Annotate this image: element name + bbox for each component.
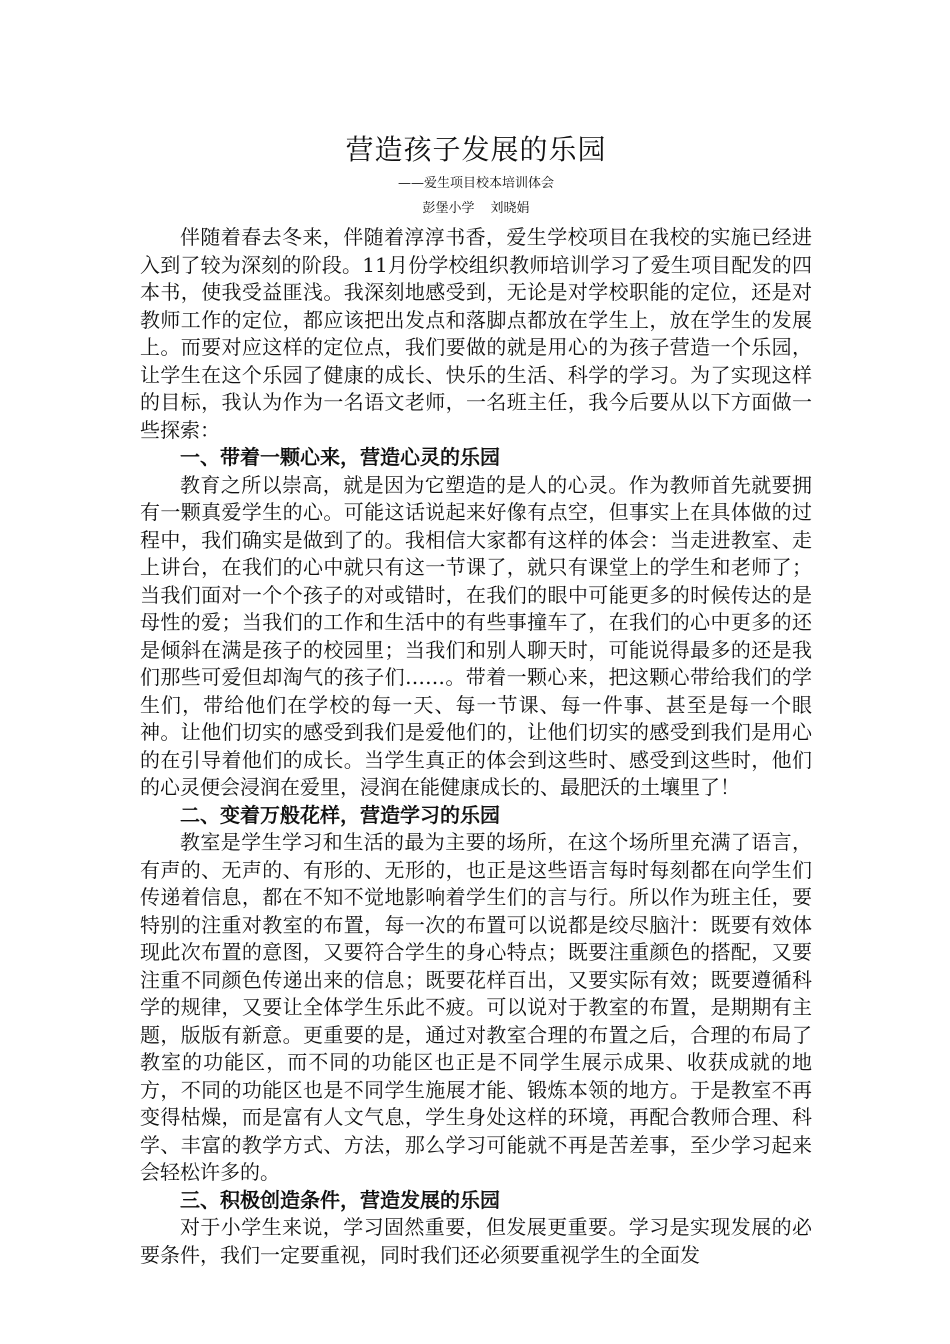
author-name: 刘晓娟 [490,201,530,216]
author-school: 彭堡小学 [422,201,475,216]
document-title: 营造孩子发展的乐园 [345,133,607,166]
section-heading-1: 一、带着一颗心来，营造心灵的乐园 [180,445,500,469]
section-paragraph-2: 教室是学生学习和生活的最为主要的场所，在这个场所里充满了语言，有声的、无声的、有形的、无形的，也正是这些语言每时每刻都在向学生们传递着信息，都在不知不觉地影响着学生们的言与行。所以作为班主任，要特别的注重对教室的布置，每一次的布置可以说都是绞尽脑汁：既要有效体现此次布置的意图，又要符合学生的身心特点；既要注重颜色的搭配，又要注重不同颜色传递出来的信息；既要花样百出，又要实际有效；既要遵循科学的规律，又要让全体学生乐此不疲。可以说对于教室的布置，是期期有主题，版版有新意。更重要的是，通过对教室合理的布置之后，合理的布局了教室的功能区，而不同的功能区也正是不同学生展示成果、收获成就的地方，不同的功能区也是不同学生施展才能、锻炼本领的地方。于是教室不再变得枯燥，而是富有人文气息，学生身处这样的环境，再配合教师合理、科学、丰富的教学方式、方法，那么学习可能就不再是苦差事，至少学习起来会轻松许多的。 [140,830,812,1184]
section-paragraph-3: 对于小学生来说，学习固然重要，但发展更重要。学习是实现发展的必要条件，我们一定要重视，同时我们还必须要重视学生的全面发 [140,1215,812,1267]
document-subtitle: ——爱生项目校本培训体会 [397,176,554,191]
author-line [140,196,812,222]
intro-paragraph: 伴随着春去冬来，伴随着淳淳书香，爱生学校项目在我校的实施已经进入到了较为深刻的阶段。11月份学校组织教师培训学习了爱生项目配发的四本书，使我受益匪浅。我深刻地感受到，无论是对学校职能的定位，还是对教师工作的定位，都应该把出发点和落脚点都放在学生上，放在学生的发展上。而要对应这样的定位点，我们要做的就是用心的为孩子营造一个乐园，让学生在这个乐园了健康的成长、快乐的生活、科学的学习。为了实现这样的目标，我认为作为一名语文老师，一名班主任，我今后要从以下方面做一些探索： [140,225,812,442]
section-paragraph-1: 教育之所以崇高，就是因为它塑造的是人的心灵。作为教师首先就要拥有一颗真爱学生的心。可能这话说起来好像有点空，但事实上在具体做的过程中，我们确实是做到了的。我相信大家都有这样的体会：当走进教室、走上讲台，在我们的心中就只有这一节课了，就只有课堂上的学生和老师了；当我们面对一个个孩子的对或错时，在我们的眼中可能更多的时候传达的是母性的爱；当我们的工作和生活中的有些事撞车了，在我们的心中更多的还是倾斜在满是孩子的校园里；当我们和别人聊天时，可能说得最多的还是我们那些可爱但却淘气的孩子们……。带着一颗心来，把这颗心带给我们的学生们，带给他们在学校的每一天、每一节课、每一件事、甚至是每一个眼神。让他们切实的感受到我们是爱他们的，让他们切实的感受到我们是用心的在引导着他们的成长。当学生真正的体会到这些时、感受到这些时，他们的心灵便会浸润在爱里，浸润在能健康成长的、最肥沃的土壤里了！ [140,472,812,799]
section-heading-3: 三、积极创造条件，营造发展的乐园 [180,1187,500,1212]
section-heading-2: 二、变着万般花样，营造学习的乐园 [180,802,500,827]
document-page [140,128,812,1269]
document-body [140,224,812,1269]
